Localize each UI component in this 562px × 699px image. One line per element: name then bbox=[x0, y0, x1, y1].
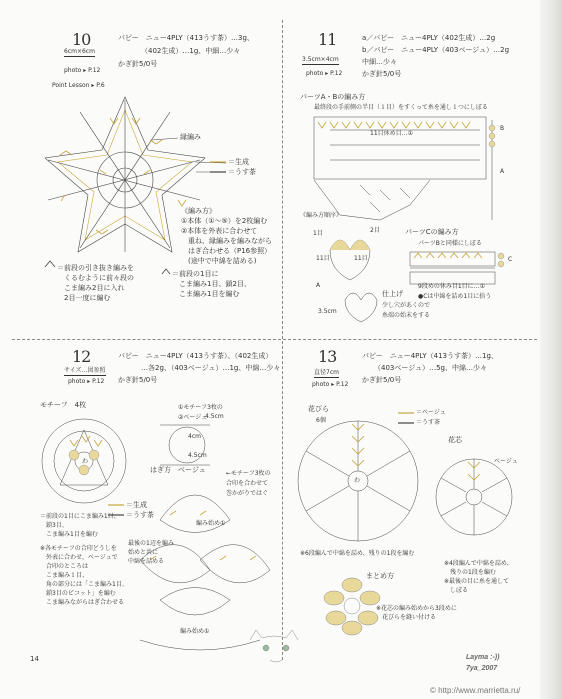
section-12-size: サイズ…図参照 bbox=[64, 367, 106, 374]
section-11-material-2: b／パピー ニュー4PLY（403ベージュ）…2g bbox=[362, 46, 510, 54]
section-11-size: 3.5cm×4cm bbox=[302, 56, 339, 63]
section-12-material-2: …各2g、（403ベージュ）…1g、中綿…少々 bbox=[141, 364, 281, 372]
page-number: 14 bbox=[30, 655, 39, 663]
section-12-photo: photo ▸ P.12 bbox=[68, 378, 105, 385]
section-13-material-3: かぎ針5/0号 bbox=[362, 376, 402, 384]
section-10-material-3: かぎ針5/0号 bbox=[118, 60, 158, 68]
section-11-partc-note: パーツBと同様にしぼる bbox=[418, 240, 482, 247]
section-12-note-b-3: 合印のところは bbox=[40, 563, 89, 570]
section-13-photo: photo ▸ P.12 bbox=[312, 381, 349, 388]
section-11-finish-title: 仕上げ bbox=[382, 290, 403, 298]
section-11-order-3: 11目 bbox=[316, 255, 330, 262]
section-11-number: 11 bbox=[318, 30, 337, 49]
section-12-note-b-5: 角の部分には「こま編み1目、 bbox=[40, 581, 128, 588]
section-12-join-note-1: ←モチーフ3枚の bbox=[226, 470, 271, 477]
section-10-note-a-3: こま編み2目に入れ bbox=[57, 284, 125, 292]
section-12-material-3: かぎ針5/0号 bbox=[118, 376, 158, 384]
section-11-partc-title: パーツCの編み方 bbox=[405, 228, 459, 236]
section-12-note-b-6: 鎖3目のピコット」を編む bbox=[40, 590, 116, 597]
section-13-legend-1: ＝ベージュ bbox=[416, 409, 446, 416]
section-12-note-a-1: ＝前段の1目にこま編み1目、 bbox=[40, 513, 120, 520]
section-12-note-b-2: 外表に合わせ、ベージュで bbox=[40, 554, 118, 561]
section-11-partc-bottom-2: ●Cは中綿を詰め1目に拾う bbox=[418, 293, 492, 300]
section-13-center-title: 花芯 bbox=[448, 436, 462, 444]
section-11-side-a: A bbox=[500, 168, 505, 175]
section-10-howto-5: (途中で中綿を詰める) bbox=[181, 257, 257, 265]
section-10-edge-label: 縁編み bbox=[180, 133, 201, 141]
section-13-petal-count: 6個 bbox=[316, 417, 326, 424]
section-11-order-title: 《編み方順序》 bbox=[300, 212, 343, 219]
section-13-material-1: パピー ニュー4PLY（413うす茶）…1g、 bbox=[362, 352, 498, 360]
section-12-wa: わ bbox=[82, 458, 89, 465]
section-11-partc-bottom: 9段めの休み目1目に…① bbox=[418, 283, 486, 290]
section-11-finish-2: 糸端の始末をする bbox=[382, 312, 431, 319]
section-12-join-title: はぎ方 ベージュ bbox=[150, 466, 206, 474]
section-12-note-b-7: こま編みながらはぎ合わせる bbox=[40, 599, 125, 606]
section-10-legend-1: ＝生成 bbox=[228, 158, 249, 166]
section-12-assembly-2: ②ベージュ bbox=[178, 414, 208, 421]
section-12-note-b-4: こま編み１目、 bbox=[40, 572, 89, 579]
section-13-assemble-note-1: ※花芯の編み始めから3段めに bbox=[376, 605, 457, 612]
section-10-size: 6cm×6cm bbox=[64, 48, 95, 55]
section-11-parts-note: 最終段の手前側の半目（１目）をすくって糸を通し１つにしぼる bbox=[314, 104, 488, 111]
section-11-order-2: 2目 bbox=[370, 227, 380, 234]
section-13-note-2d: しぼる bbox=[444, 587, 469, 594]
section-13-wa: わ bbox=[354, 477, 361, 484]
section-11-material-3: 中細…少々 bbox=[362, 58, 397, 66]
section-10-howto-3: 重ね、縁編みを編みながら bbox=[181, 237, 272, 245]
section-11-side-b: B bbox=[500, 125, 505, 132]
section-10-howto-title: 《編み方》 bbox=[181, 207, 216, 215]
section-11-material-1: a／パピー ニュー4PLY（402生成）…2g bbox=[362, 34, 496, 42]
section-10-note-b-3: こま編み1目を編む bbox=[172, 290, 240, 298]
section-12-motif-label: モチーフ 4枚 bbox=[40, 401, 87, 409]
watermark: © http://www.marrietta.ru/ bbox=[430, 686, 521, 695]
section-10-point: Point Lesson ▸ P.6 bbox=[52, 82, 105, 89]
section-12-fill-note-1: 最後の1辺を編み bbox=[128, 540, 174, 547]
section-10-legend-2: ＝うす茶 bbox=[228, 168, 256, 176]
section-11-material-4: かぎ針5/0号 bbox=[362, 70, 402, 78]
section-11-order-5: A bbox=[316, 282, 321, 289]
section-10-note-a-4: 2目一度に編む bbox=[57, 294, 111, 302]
section-10-howto-1: ①本体（①〜⑤）を2枚編む bbox=[181, 217, 268, 225]
section-10-number: 10 bbox=[72, 30, 91, 49]
section-10-note-b-2: こま編み1目、鎖2目、 bbox=[172, 280, 251, 288]
section-12-legend-2: ＝うす茶 bbox=[126, 511, 154, 519]
section-13-petal-title: 花びら bbox=[308, 405, 329, 413]
section-12-note-b-1: ※各モチーフの合印どうしを bbox=[40, 545, 117, 552]
section-13-note-2c: ※最後の目に糸を通して bbox=[444, 578, 510, 585]
section-13-number: 13 bbox=[318, 347, 337, 366]
section-13-assemble-title: まとめ方 bbox=[366, 572, 394, 580]
section-12-note-a-2: 鎖3目、 bbox=[40, 522, 68, 529]
credit-line-1: Layma :-)) bbox=[466, 654, 500, 661]
section-11-count-label: 11目休め目…① bbox=[370, 130, 414, 137]
section-13-note-2b: 残りの1段を編む bbox=[444, 569, 496, 576]
section-13-assemble-note-2: 花びらを縫い付ける bbox=[376, 614, 437, 621]
section-11-order-4: 11目 bbox=[354, 255, 368, 262]
section-11-partc-label: C bbox=[508, 256, 513, 263]
section-12-assembly-1: ①モチーフ3枚の bbox=[178, 404, 223, 411]
section-12-join-start: 編み始め① bbox=[196, 520, 226, 527]
credit-line-2: 7ya_2007 bbox=[466, 665, 498, 672]
section-10-material-1: パピー ニュー4PLY（413うす茶）…3g、 bbox=[118, 34, 254, 42]
section-10-material-2: （402生成）…1g、中細…少々 bbox=[141, 47, 241, 55]
section-11-order-1: 1目 bbox=[313, 230, 323, 237]
section-13-legend-2: ＝うす茶 bbox=[416, 419, 441, 426]
section-10-note-b-1: ＝前段の1目に bbox=[172, 270, 219, 278]
section-12-dim-3: 4.5cm bbox=[188, 452, 207, 459]
section-12-join-note-3: 巻かがりではぐ bbox=[226, 490, 269, 497]
section-11-size-label: 3.5cm bbox=[318, 308, 337, 315]
section-11-finish-1: 少し穴があくので bbox=[382, 302, 431, 309]
section-10-photo: photo ▸ P.12 bbox=[64, 67, 101, 74]
section-10-note-a-2: くるむように前々段の bbox=[57, 274, 134, 282]
section-13-note-1: ※6段編んで中綿を詰め、残りの1段を編む bbox=[300, 550, 415, 557]
section-12-join-end: 編み始め① bbox=[180, 628, 210, 635]
section-10-note-a-1: ＝前段の引き抜き編みを bbox=[57, 264, 134, 272]
section-12-fill-note-3: 中綿を詰める bbox=[128, 558, 165, 565]
section-12-dim-1: 4.5cm bbox=[205, 413, 224, 420]
section-11-parts-title: パーツA・Bの編み方 bbox=[300, 93, 366, 101]
section-12-material-1: パピー ニュー4PLY（413うす茶）、（402生成） bbox=[118, 352, 273, 360]
section-12-number: 12 bbox=[72, 347, 91, 366]
section-13-note-2a: ※4段編んで中綿を詰め、 bbox=[444, 560, 513, 567]
section-12-join-note-2: 合印を合わせて bbox=[226, 480, 269, 487]
section-13-material-2: （403ベージュ）…5g、中綿…少々 bbox=[374, 364, 487, 372]
section-13-center-color: ベージュ bbox=[494, 458, 518, 465]
section-10-howto-2: ②本体を外表に合わせて bbox=[181, 227, 258, 235]
section-12-dim-2: 4cm bbox=[188, 433, 201, 440]
section-12-fill-note-2: 始めと共に bbox=[128, 549, 159, 556]
section-12-legend-1: ＝生成 bbox=[126, 501, 147, 509]
section-13-size: 直径7cm bbox=[314, 369, 339, 376]
section-12-note-a-3: こま編み1目を編む bbox=[40, 531, 98, 538]
section-10-howto-4: はぎ合わせる（P16参照） bbox=[181, 247, 272, 255]
section-11-photo: photo ▸ P.12 bbox=[306, 70, 343, 77]
